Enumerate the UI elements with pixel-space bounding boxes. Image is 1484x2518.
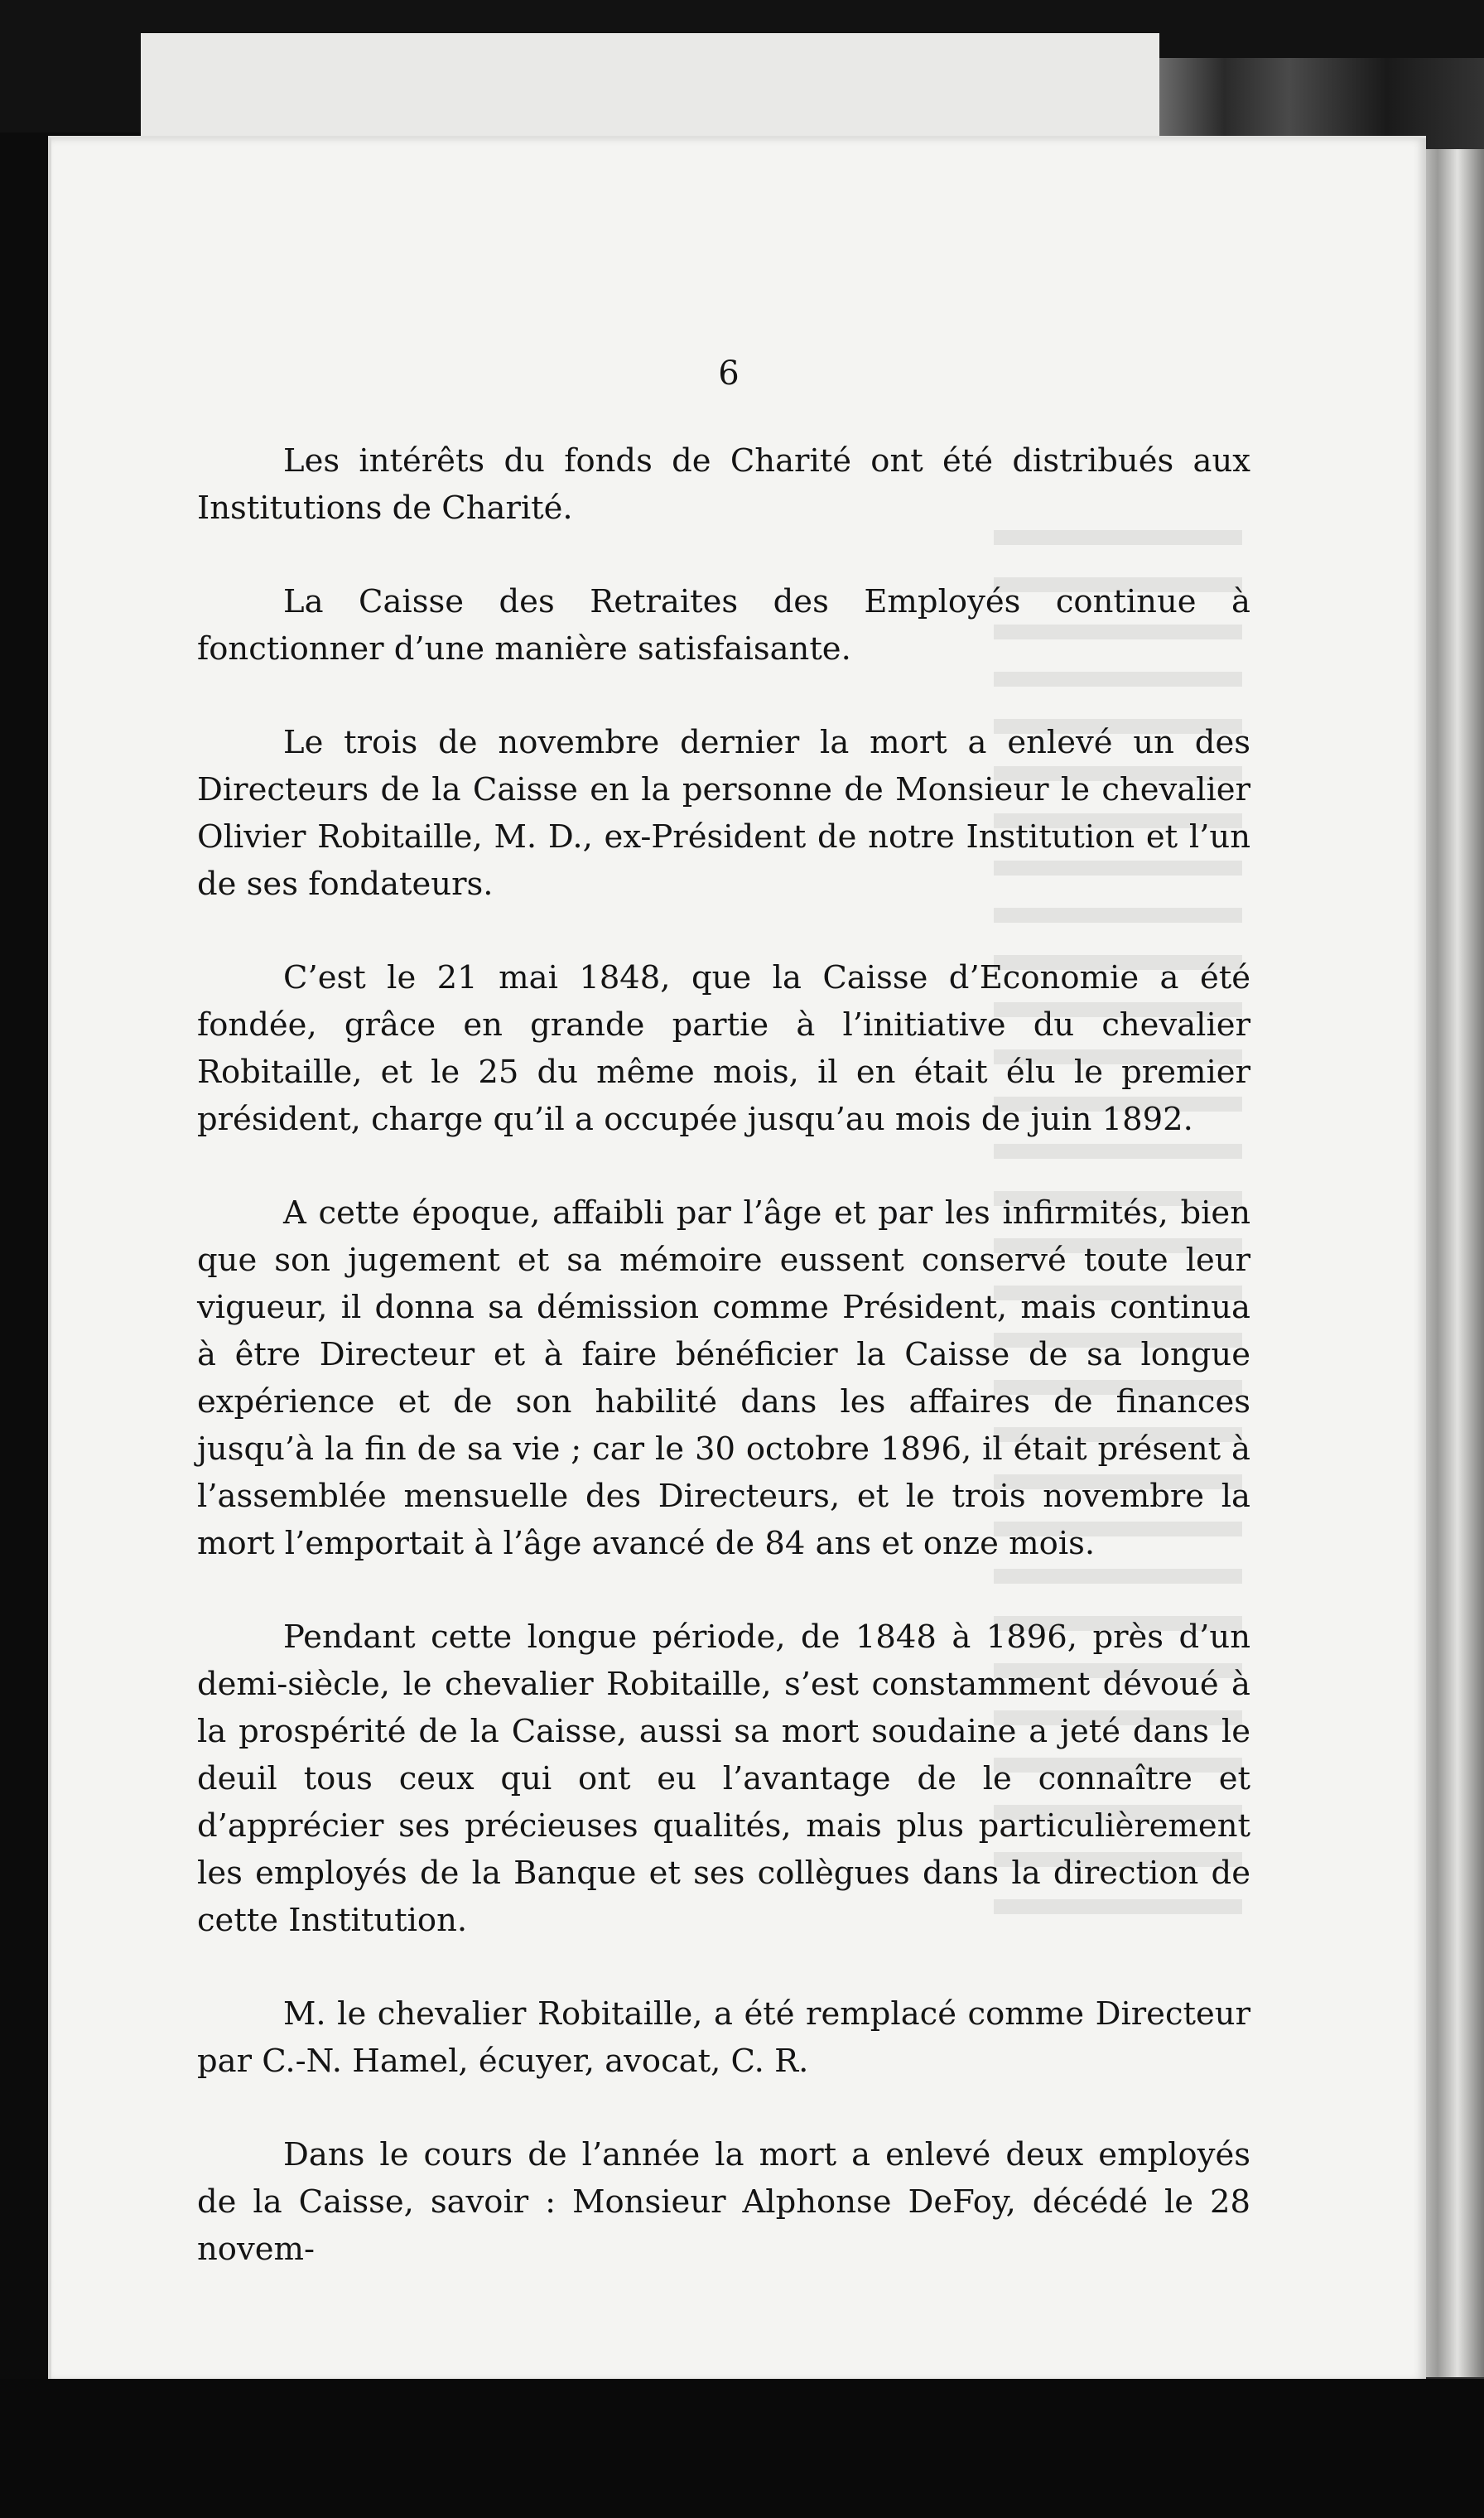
paragraph: M. le chevalier Robitaille, a été remplacé comme Directeur par C.-N. Hamel, écuyer, avocat, C. R.: [197, 1995, 1250, 2080]
underlying-sheet: [141, 33, 1159, 149]
paragraph: Les intérêts du fonds de Charité ont été distribués aux Institutions de Charité.: [197, 442, 1250, 527]
paragraph: A cette époque, affaibli par l’âge et par les infirmités, bien que son jugement et sa mémoire eussent conservé toute leur vigueur, il donna sa démission comme Président, mais continua à être Directeur et à faire bénéficier la Caisse de sa longue expérience et de son habilité dans les affaires de finances jusqu’à la fin de sa vie ; car le 30 octobre 1896, il était présent à l’assemblée mensuelle des Directeurs, et le trois novembre la mort l’emportait à l’âge avancé de 84 ans et onze mois.: [197, 1194, 1250, 1562]
paragraph: Pendant cette longue période, de 1848 à 1896, près d’un demi-siècle, le chevalier Robitaille, s’est constamment dévoué à la prospérité de la Caisse, aussi sa mort soudaine a jeté dans le deuil tous ceux qui ont eu l’avantage de le connaître et d’apprécier ses précieuses qualités, mais plus particulièrement les employés de la Banque et ses collègues dans la direction de cette Institution.: [197, 1618, 1250, 1939]
body-text: [197, 437, 1250, 2273]
page-edge: [1418, 149, 1484, 2377]
page-number: 6: [718, 355, 740, 393]
paragraph: C’est le 21 mai 1848, que la Caisse d’Economie a été fondée, grâce en grande partie à l’initiative du chevalier Robitaille, et le 25 du même mois, il en était élu le premier président, charge qu’il a occupée jusqu’au mois de juin 1892.: [197, 959, 1250, 1138]
paragraph: Le trois de novembre dernier la mort a enlevé un des Directeurs de la Caisse en la personne de Monsieur le chevalier Olivier Robitaille, M. D., ex-Président de notre Institution et l’un de ses fondateurs.: [197, 724, 1250, 903]
paragraph: Dans le cours de l’année la mort a enlevé deux employés de la Caisse, savoir : Monsieur Alphonse DeFoy, décédé le 28 novem-: [197, 2136, 1250, 2268]
paragraph: La Caisse des Retraites des Employés continue à fonctionner d’une manière satisfaisante.: [197, 583, 1250, 668]
scan-bottom-margin: [0, 2379, 1484, 2518]
